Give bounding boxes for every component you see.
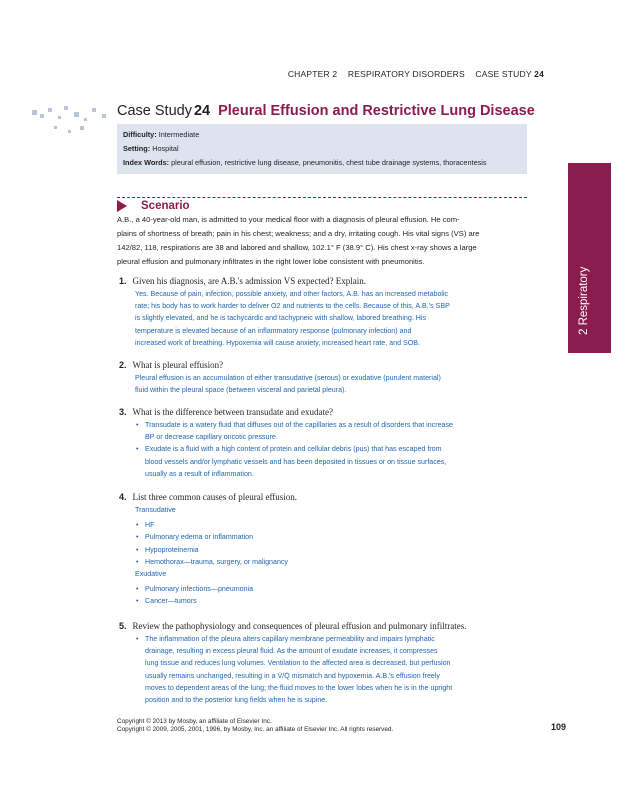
question-2: 2. What is pleural effusion? Pleural effusion is an accumulation of either transudative (serous) or exudative (purulent material) fluid within the pleural space (between visceral and parietal pleura). bbox=[119, 359, 529, 396]
list-item: • Hypoproteinemia bbox=[135, 544, 529, 556]
list-item: • Hemothorax—trauma, surgery, or malignancy bbox=[135, 556, 529, 568]
bullet-transudate: • Transudate is a watery fluid that diffuses out of the capillaries as a result of disorders that increase BP or decrease capillary oncotic pressure. bbox=[135, 419, 529, 443]
answer-5: • The inflammation of the pleura alters capillary membrane permeability and impairs lymphatic drainage, resulting in excess pleural fluid. As the amount of exudate increases, it compresses lung tissue and reduces lung volumes. Ventilation to the affected area is decreased, but perfusion usually remains unchanged, resulting in a V̇/Q̇ mismatch and hypoxemia. A.B.'s effusion freely moves to dependent areas of the lung; the fluid moves to the lower lobes when he is in the upright position and to the posterior lung fields when he is supine. bbox=[135, 633, 529, 706]
case-study-title bbox=[117, 103, 535, 119]
bullet-exudate: • Exudate is a fluid with a high content of protein and cellular debris (pus) that has escaped from blood vessels and/or lymphatic vessels and has been deposited in tissues or on tissue surfaces, usually as a result of inflammation. bbox=[135, 443, 529, 480]
answer-1: Yes. Because of pain, infection, possible anxiety, and other factors, A.B. has an increased metabolic rate; his body has to work harder to deliver O2 and nutrients to the cells. Because of this, A.B.'s SBP is slightly elevated, and he is tachycardic and tachypneic with shallow, labored breathing. His temperature is elevated because of an inflammatory response (pulmonary infection) and increased work of breathing. Hypoxemia will cause anxiety, increased heart rate, and SOB. bbox=[135, 290, 450, 347]
answer-2: Pleural effusion is an accumulation of either transudative (serous) or exudative (purulent material) fluid within the pleural space (between visceral and parietal pleura). bbox=[135, 374, 441, 395]
page-number: 109 bbox=[551, 722, 567, 732]
running-header bbox=[280, 69, 544, 79]
chapter-label: CHAPTER 2 bbox=[287, 69, 338, 79]
decorative-dot-pattern bbox=[18, 100, 118, 150]
title-prefix: Case Study bbox=[117, 103, 192, 119]
scenario-divider bbox=[117, 197, 527, 198]
question-1: 1. Given his diagnosis, are A.B.'s admission VS expected? Explain. Yes. Because of pain, infection, possible anxiety, and other factors, A.B. has an increased metabolic rate; his body has to work harder to deliver O2 and nutrients to the cells. Because of this, A.B.'s SBP is slightly elevated, and he is tachycardic and tachypneic with shallow, labored breathing. His temperature is elevated because of an inflammatory response (pulmonary infection) and increased work of breathing. Hypoxemia will cause anxiety, increased heart rate, and SOB. bbox=[119, 275, 529, 349]
difficulty-row: Difficulty: Intermediate bbox=[123, 130, 200, 139]
transudative-label: Transudative bbox=[135, 506, 176, 514]
question-4: 4. List three common causes of pleural effusion. Transudative • HF • Pulmonary edema or inflammation • Hypoproteinemia • Hemothorax—trauma, surgery, or malignancy Exudative • Pulmonary infections—pneumonia • Cancer—tumors bbox=[119, 491, 529, 608]
case-study-label: CASE STUDY 24 bbox=[475, 69, 544, 79]
chapter-side-tab bbox=[568, 163, 611, 353]
list-item: • HF bbox=[135, 519, 529, 531]
exudative-label: Exudative bbox=[135, 570, 167, 579]
list-item: • Pulmonary infections—pneumonia bbox=[135, 583, 529, 595]
scenario-heading: Scenario bbox=[117, 200, 190, 212]
scenario-text: A.B., a 40-year-old man, is admitted to your medical floor with a diagnosis of pleural effusion. He com- plains of shortness of breath; pain in his chest; weakness; and a dry, irritating cough. His vital signs (VS) are 142/82, 118, respirations are 38 and labored and shallow, 102.1° F (38.9° C). His chest x-ray shows a large pleural effusion and pulmonary infiltrates in the right lower lobe consistent with pneumonitis. bbox=[117, 215, 480, 266]
list-item: • Pulmonary edema or inflammation bbox=[135, 531, 529, 543]
copyright-footer: Copyright © 2013 by Mosby, an affiliate of Elsevier Inc. Copyright © 2009, 2005, 2001, 1996, by Mosby, Inc. an affiliate of Elsevier Inc. All rights reserved. bbox=[117, 718, 394, 733]
case-info-box bbox=[117, 124, 527, 174]
index-words-row: Index Words: pleural effusion, restrictive lung disease, pneumonitis, chest tube drainage systems, thoracentesis bbox=[123, 158, 487, 167]
list-item: • Cancer—tumors bbox=[135, 595, 529, 607]
title-topic: Pleural Effusion and Restrictive Lung Disease bbox=[218, 103, 535, 119]
section-label: RESPIRATORY DISORDERS bbox=[347, 69, 465, 79]
question-5: 5. Review the pathophysiology and consequences of pleural effusion and pulmonary infiltrates. • The inflammation of the pleura alters capillary membrane permeability and impairs lymphatic drainage, resulting in excess pleural fluid. As the amount of exudate increases, it compresses lung tissue and reduces lung volumes. Ventilation to the affected area is decreased, but perfusion usually remains unchanged, resulting in a V̇/Q̇ mismatch and hypoxemia. A.B.'s effusion freely moves to dependent areas of the lung; the fluid moves to the lower lobes when he is in the upright position and to the posterior lung fields when he is supine. bbox=[119, 620, 529, 706]
setting-row: Setting: Hospital bbox=[123, 144, 179, 153]
title-number: 24 bbox=[193, 103, 211, 119]
side-tab-label: 2 Respiratory bbox=[578, 266, 590, 335]
question-3: 3. What is the difference between transudate and exudate? • Transudate is a watery fluid that diffuses out of the capillaries as a result of disorders that increase BP or decrease capillary oncotic pressure. • Exudate is a fluid with a high content of protein and cellular debris (pus) that has escaped from blood vessels and/or lymphatic vessels and has been deposited in tissues or on tissue surfaces, usually as a result of inflammation. bbox=[119, 406, 529, 480]
triangle-icon bbox=[117, 200, 127, 212]
